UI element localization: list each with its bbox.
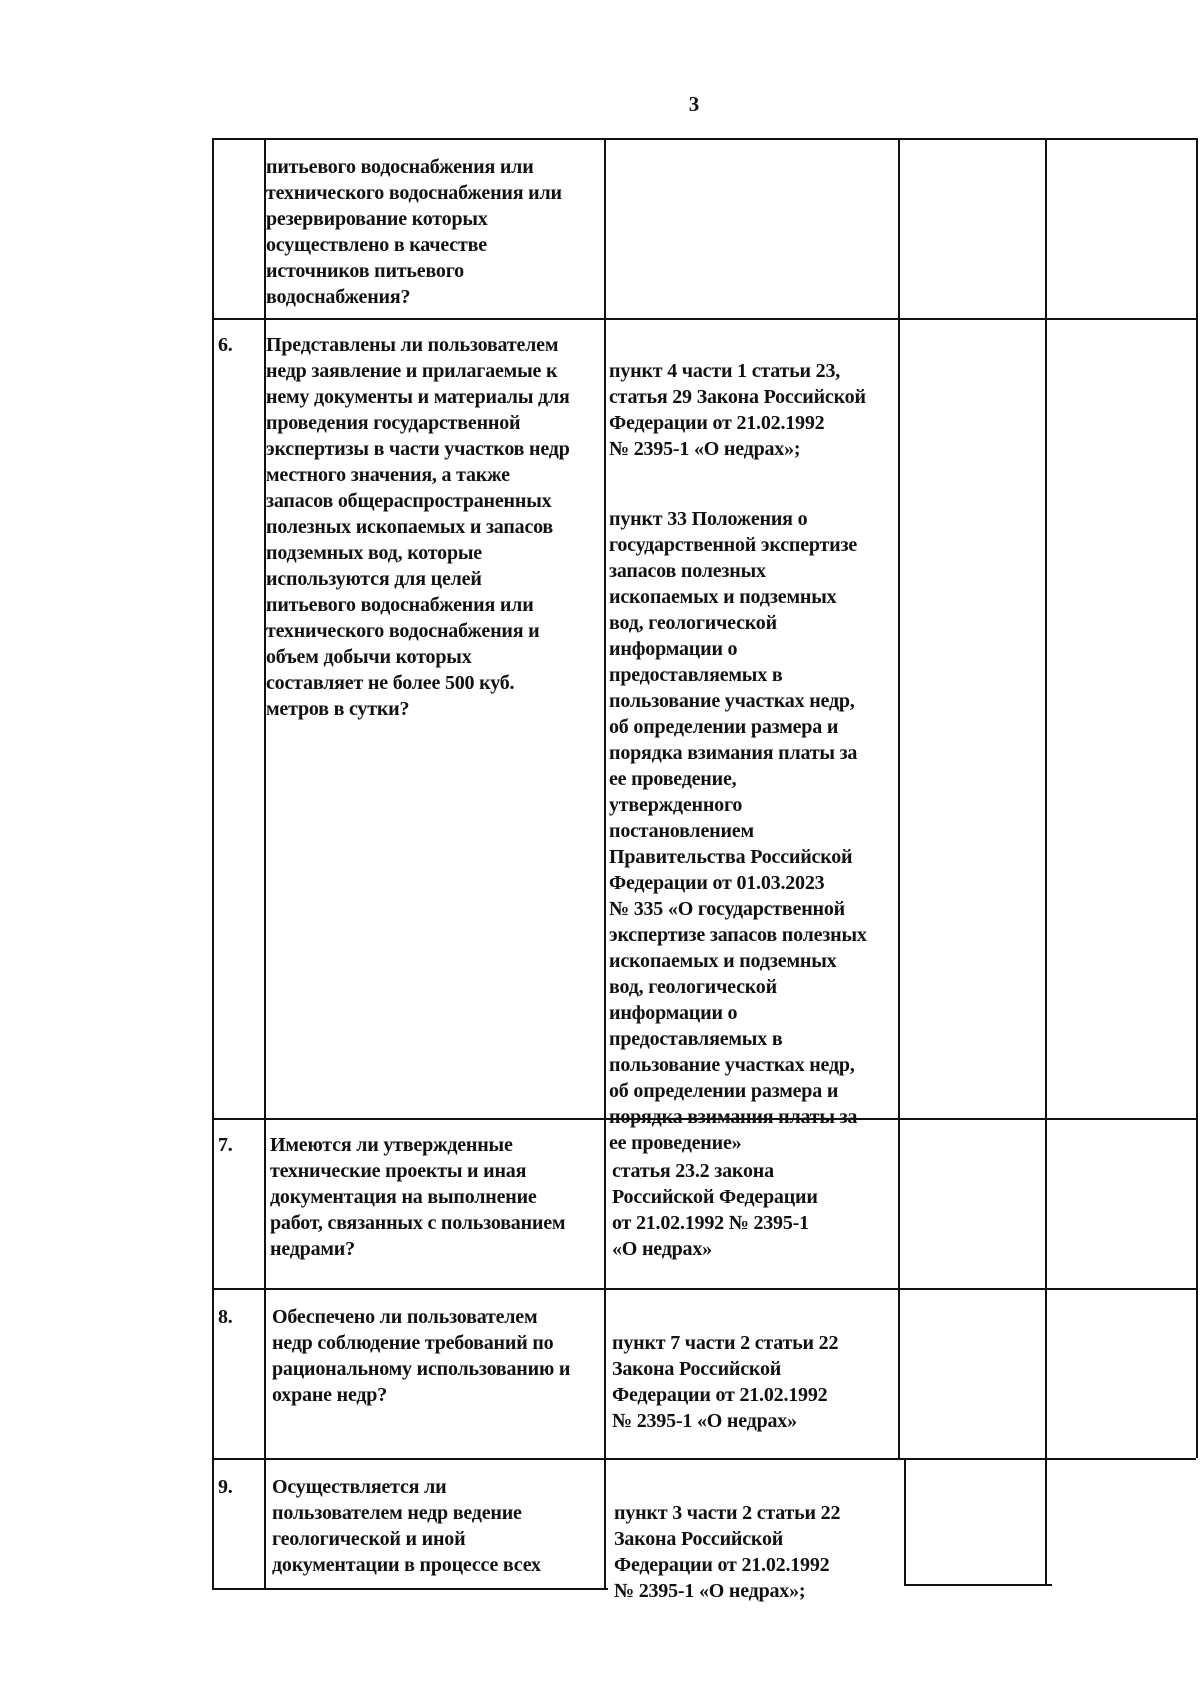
page-number: 3	[688, 92, 700, 116]
column-divider	[1045, 138, 1047, 1586]
legal-reference-cell	[614, 1474, 898, 1630]
row-divider	[212, 318, 1196, 320]
legal-reference-cell	[612, 1304, 896, 1460]
question-cell: питьевого водоснабжения или технического водоснабжения или резервирование которых осуществлено в качестве источников питьевого водоснабжения?	[266, 156, 562, 308]
column-divider	[604, 138, 606, 1590]
legal-reference-cell	[612, 1132, 896, 1288]
row-divider	[212, 1288, 1196, 1290]
row-number: 8.	[218, 1306, 233, 1328]
table-right-border	[1196, 138, 1198, 1458]
legal-reference: статья 23.2 закона Российской Федерации от 21.02.1992 № 2395-1 «О недрах»	[612, 1160, 818, 1260]
column-divider	[904, 1458, 906, 1586]
table-bottom-border	[904, 1584, 1052, 1586]
question-cell: Обеспечено ли пользователем недр соблюдение требований по рациональному использованию и охране недр?	[272, 1306, 571, 1406]
question-cell: Представлены ли пользователем недр заявление и прилагаемые к нему документы и материалы для проведения государственной экспертизы в части участков недр местного значения, а также запасов общераспространенных полезных ископаемых и запасов подземных вод, которые используются для целей питьевого водоснабжения или технического водоснабжения и объем добычи которых составляет не более 500 куб. метров в сутки?	[266, 334, 570, 720]
table-bottom-border	[212, 1588, 608, 1590]
column-divider	[898, 138, 900, 1458]
legal-reference: пункт 3 части 2 статьи 22 Закона Российской Федерации от 21.02.1992 № 2395-1 «О недрах»;	[614, 1502, 841, 1602]
legal-reference: пункт 4 части 1 статьи 23, статья 29 Закона Российской Федерации от 21.02.1992 № 2395-1 «О недрах»;	[609, 360, 866, 460]
table-top-border	[212, 138, 1196, 140]
row-number: 6.	[218, 334, 233, 356]
legal-reference: пункт 7 части 2 статьи 22 Закона Российской Федерации от 21.02.1992 № 2395-1 «О недрах»	[612, 1332, 839, 1432]
row-number: 9.	[218, 1476, 233, 1498]
row-number: 7.	[218, 1134, 233, 1156]
legal-reference-cell	[609, 332, 897, 1182]
question-cell: Имеются ли утвержденные технические проекты и иная документация на выполнение работ, связанных с пользованием недрами?	[270, 1134, 566, 1260]
legal-reference: пункт 33 Положения о государственной экспертизе запасов полезных ископаемых и подземных вод, геологической информации о предоставляемых в пользование участках недр, об определении размера и порядка взимания платы за ее проведение, утвержденного постановлением Правительства Российской Федерации от 01.03.2023 № 335 «О государственной экспертизе запасов полезных ископаемых и подземных вод, геологической информации о предоставляемых в пользование участках недр, об определении размера и порядка взимания платы за ее проведение»	[609, 508, 867, 1154]
question-cell: Осуществляется ли пользователем недр ведение геологической и иной документации в процессе всех	[272, 1476, 541, 1576]
